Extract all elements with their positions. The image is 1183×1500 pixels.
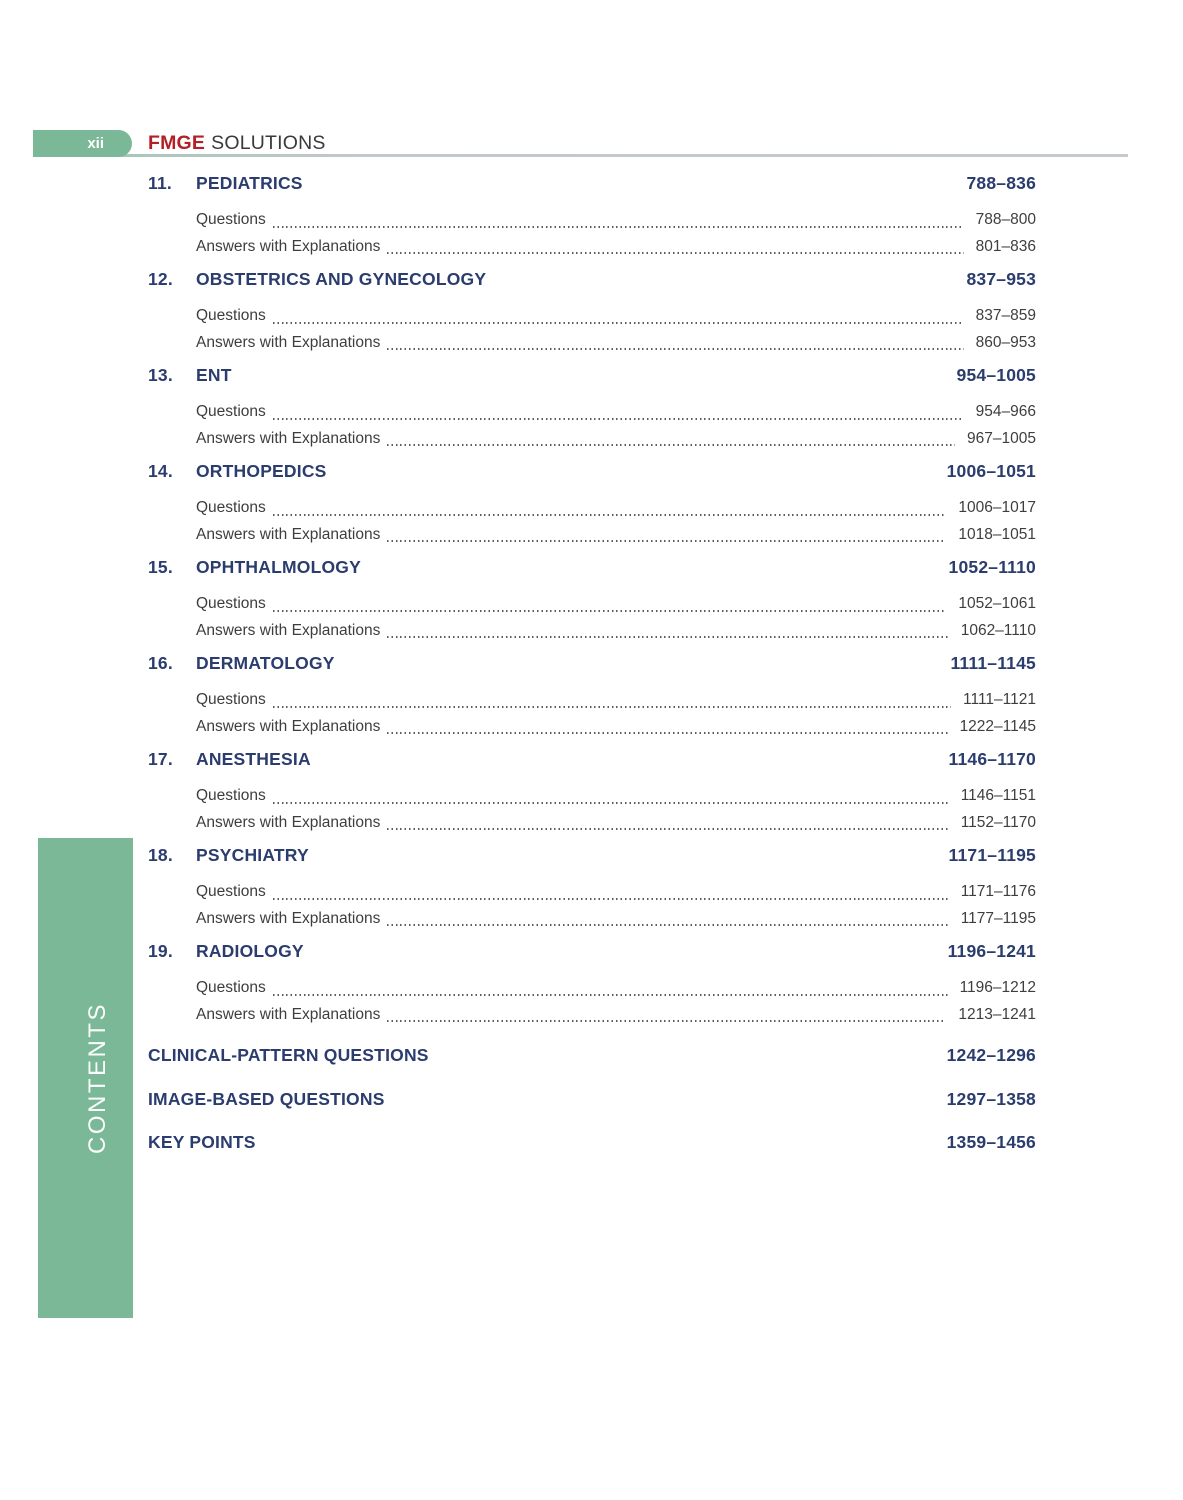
entry-page-range: 801–836 (975, 237, 1036, 255)
chapter-title: PSYCHIATRY (196, 845, 309, 865)
dotted-leader (387, 540, 946, 542)
toc-entry-row (196, 495, 1036, 522)
entry-page-range: 954–966 (975, 403, 1036, 420)
entry-label: Questions (196, 211, 266, 228)
entry-page-range: 1111–1121 (963, 691, 1036, 708)
chapter-number: 15. (148, 557, 173, 577)
table-of-contents (148, 172, 1036, 1175)
chapter-block (148, 364, 1036, 452)
dotted-leader (273, 994, 948, 996)
chapter-list (148, 172, 1036, 1028)
chapter-page-range: 1171–1195 (948, 845, 1036, 865)
back-section-row (148, 1131, 1036, 1153)
chapter-title: ORTHOPEDICS (196, 461, 327, 481)
dotted-leader (273, 802, 949, 804)
toc-entry-row (196, 879, 1036, 906)
toc-entry-row (196, 207, 1036, 234)
entry-label: Questions (196, 979, 266, 996)
chapter-page-range: 1146–1170 (948, 749, 1036, 769)
back-section-row (148, 1044, 1036, 1066)
chapter-page-range: 788–836 (966, 173, 1036, 193)
chapter-number: 19. (148, 941, 173, 961)
contents-sidebar-label: CONTENTS (83, 1002, 111, 1154)
chapter-entries (196, 399, 1036, 452)
section-title: IMAGE-BASED QUESTIONS (148, 1088, 385, 1109)
chapter-number: 16. (148, 653, 173, 673)
entry-label: Questions (196, 787, 266, 804)
entry-page-range: 1062–1110 (960, 621, 1036, 639)
entry-page-range: 1177–1195 (960, 909, 1036, 927)
book-title-fmge: FMGE (148, 131, 206, 154)
toc-entry-row (196, 522, 1036, 549)
chapter-number: 13. (148, 365, 173, 385)
entry-page-range: 1196–1212 (959, 979, 1036, 996)
back-section-list (148, 1044, 1036, 1153)
entry-page-range: 1171–1176 (960, 883, 1036, 900)
dotted-leader (387, 348, 963, 350)
entry-label: Questions (196, 691, 266, 708)
chapter-page-range: 1052–1110 (948, 557, 1036, 577)
dotted-leader (387, 636, 948, 638)
chapter-number: 18. (148, 845, 173, 865)
toc-entry-row (196, 303, 1036, 330)
chapter-block (148, 940, 1036, 1028)
dotted-leader (387, 1020, 946, 1022)
section-page-range: 1297–1358 (946, 1088, 1036, 1109)
chapter-heading (148, 460, 1036, 482)
entry-label: Answers with Explanations (196, 237, 381, 255)
entry-page-range: 1006–1017 (958, 499, 1036, 516)
chapter-block (148, 652, 1036, 740)
entry-page-range: 1222–1145 (959, 717, 1036, 735)
chapter-heading (148, 748, 1036, 770)
chapter-heading (148, 172, 1036, 194)
chapter-heading (148, 268, 1036, 290)
book-title-solutions: SOLUTIONS (211, 131, 326, 154)
entry-page-range: 1213–1241 (958, 1005, 1036, 1023)
dotted-leader (387, 252, 963, 254)
entry-page-range: 967–1005 (967, 429, 1036, 447)
chapter-page-range: 1196–1241 (947, 941, 1036, 961)
dotted-leader (387, 924, 948, 926)
chapter-title: ANESTHESIA (196, 749, 311, 769)
chapter-block (148, 268, 1036, 356)
entry-page-range: 1152–1170 (960, 813, 1036, 831)
chapter-title: PEDIATRICS (196, 173, 303, 193)
entry-label: Answers with Explanations (196, 429, 381, 447)
chapter-entries (196, 975, 1036, 1028)
entry-page-range: 788–800 (975, 211, 1036, 228)
dotted-leader (387, 732, 947, 734)
section-title: CLINICAL-PATTERN QUESTIONS (148, 1045, 429, 1065)
entry-label: Answers with Explanations (196, 909, 381, 927)
toc-entry-row (196, 783, 1036, 810)
chapter-number: 11. (148, 173, 172, 193)
chapter-number: 14. (148, 461, 173, 481)
page-number-tab (33, 130, 132, 157)
toc-entry-row (196, 330, 1036, 357)
entry-label: Questions (196, 499, 266, 516)
chapter-entries (196, 879, 1036, 932)
entry-label: Answers with Explanations (196, 333, 381, 351)
toc-entry-row (196, 618, 1036, 645)
section-title: KEY POINTS (148, 1132, 256, 1152)
toc-entry-row (196, 426, 1036, 453)
toc-entry-row (196, 1002, 1036, 1029)
dotted-leader (387, 828, 948, 830)
back-section-row (148, 1088, 1036, 1110)
toc-entry-row (196, 687, 1036, 714)
toc-entry-row (196, 399, 1036, 426)
entry-label: Answers with Explanations (196, 621, 381, 639)
toc-entry-row (196, 810, 1036, 837)
book-title (148, 131, 326, 155)
toc-entry-row (196, 906, 1036, 933)
chapter-entries (196, 495, 1036, 548)
chapter-block (148, 748, 1036, 836)
dotted-leader (273, 706, 951, 708)
chapter-title: OBSTETRICS AND GYNECOLOGY (196, 269, 487, 289)
entry-label: Questions (196, 307, 266, 324)
dotted-leader (273, 514, 947, 516)
chapter-block (148, 460, 1036, 548)
entry-label: Answers with Explanations (196, 1005, 381, 1023)
chapter-heading (148, 556, 1036, 578)
toc-entry-row (196, 975, 1036, 1002)
section-page-range: 1359–1456 (946, 1132, 1036, 1152)
chapter-heading (148, 940, 1036, 962)
entry-page-range: 860–953 (975, 333, 1036, 351)
entry-label: Questions (196, 883, 266, 900)
section-page-range: 1242–1296 (946, 1045, 1036, 1065)
entry-label: Answers with Explanations (196, 813, 381, 831)
chapter-title: ENT (196, 365, 232, 385)
chapter-number: 12. (148, 269, 173, 289)
dotted-leader (273, 610, 947, 612)
chapter-entries (196, 591, 1036, 644)
chapter-entries (196, 207, 1036, 260)
chapter-heading (148, 364, 1036, 386)
entry-page-range: 1018–1051 (958, 525, 1036, 543)
chapter-block (148, 172, 1036, 260)
chapter-title: RADIOLOGY (196, 941, 304, 961)
entry-label: Questions (196, 403, 266, 420)
toc-entry-row (196, 234, 1036, 261)
chapter-block (148, 556, 1036, 644)
entry-label: Answers with Explanations (196, 525, 381, 543)
dotted-leader (273, 322, 964, 324)
chapter-number: 17. (148, 749, 173, 769)
chapter-page-range: 1006–1051 (946, 461, 1036, 481)
chapter-heading (148, 844, 1036, 866)
dotted-leader (387, 444, 955, 446)
dotted-leader (273, 418, 964, 420)
entry-label: Answers with Explanations (196, 717, 381, 735)
entry-label: Questions (196, 595, 266, 612)
chapter-page-range: 837–953 (966, 269, 1036, 289)
dotted-leader (273, 226, 964, 228)
page-number: xii (87, 135, 104, 152)
chapter-title: OPHTHALMOLOGY (196, 557, 361, 577)
chapter-title: DERMATOLOGY (196, 653, 335, 673)
chapter-heading (148, 652, 1036, 674)
entry-page-range: 1146–1151 (960, 787, 1036, 804)
toc-entry-row (196, 591, 1036, 618)
chapter-entries (196, 303, 1036, 356)
chapter-page-range: 954–1005 (956, 365, 1036, 385)
contents-sidebar-tab (38, 838, 133, 1318)
chapter-entries (196, 783, 1036, 836)
chapter-block (148, 844, 1036, 932)
entry-page-range: 1052–1061 (958, 595, 1036, 612)
entry-page-range: 837–859 (975, 307, 1036, 324)
toc-entry-row (196, 714, 1036, 741)
dotted-leader (273, 898, 949, 900)
chapter-entries (196, 687, 1036, 740)
chapter-page-range: 1111–1145 (950, 653, 1036, 673)
